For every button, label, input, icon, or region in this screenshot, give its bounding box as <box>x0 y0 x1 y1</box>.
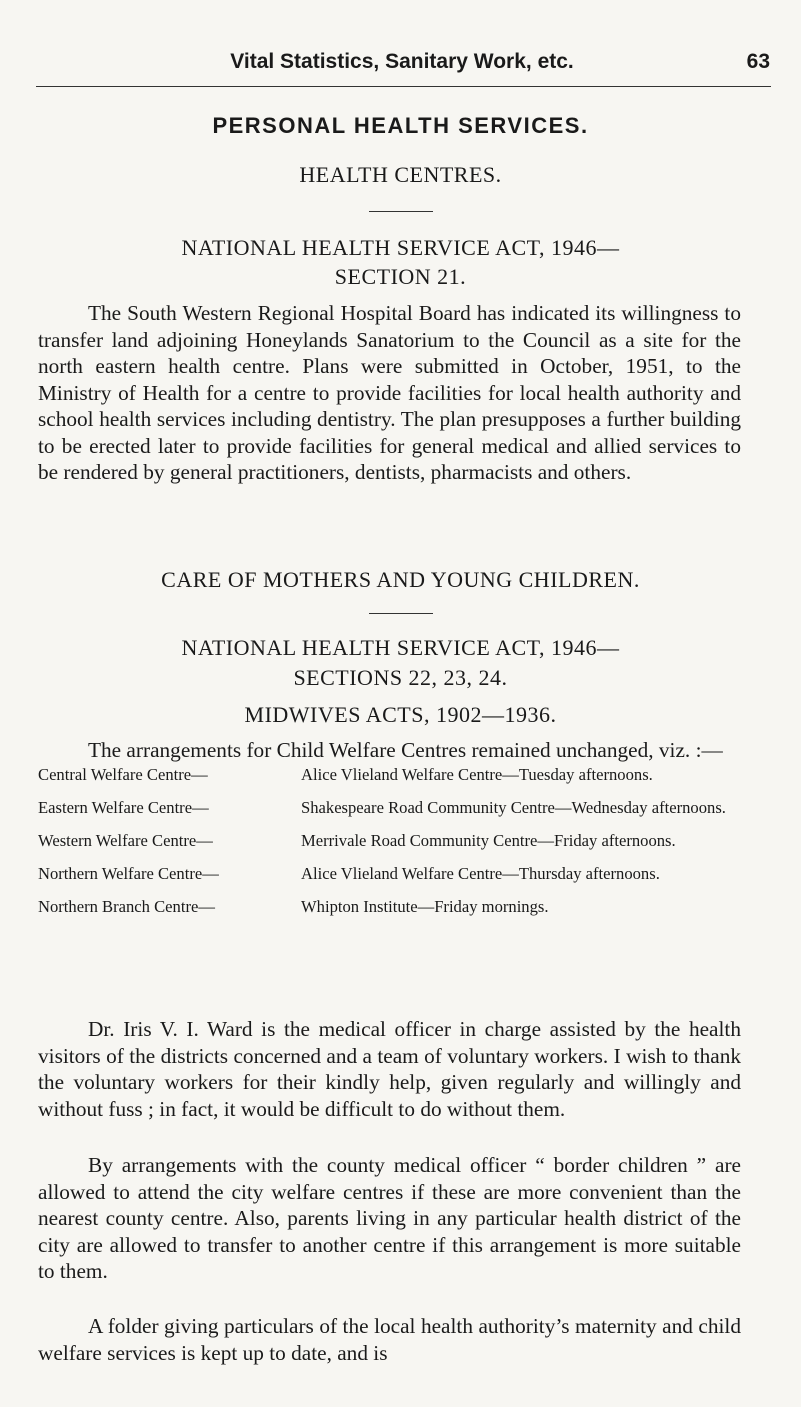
list-item <box>38 831 743 851</box>
list-item <box>38 864 743 884</box>
act-title-line: NATIONAL HEALTH SERVICE ACT, 1946— <box>181 235 620 260</box>
divider-rule <box>369 613 433 614</box>
act-sections-line: SECTIONS 22, 23, 24. <box>293 665 508 690</box>
centre-name: Western Welfare Centre— <box>38 831 213 850</box>
act-title-line: NATIONAL HEALTH SERVICE ACT, 1946— <box>181 635 620 660</box>
welfare-centres-list <box>38 765 743 930</box>
running-head-title: Vital Statistics, Sanitary Work, etc. <box>230 50 574 73</box>
folder-paragraph <box>38 1313 741 1366</box>
running-head <box>32 50 772 90</box>
paragraph-text: The arrangements for Child Welfare Centres remained unchanged, viz. :— <box>88 738 723 762</box>
list-item <box>38 765 743 785</box>
page-number: 63 <box>746 50 770 73</box>
centre-name: Northern Branch Centre— <box>38 897 215 916</box>
list-item <box>38 897 743 917</box>
paragraph-text: A folder giving particulars of the local health authority’s maternity and child welfare services is kept up to date, and is <box>38 1314 741 1365</box>
health-centres-heading: HEALTH CENTRES. <box>299 162 502 187</box>
paragraph-text: By arrangements with the county medical officer “ border children ” are allowed to attend the city welfare centres if these are more convenient than the nearest county centre. Also, parents living in any particular health district of the city are allowed to transfer to another centre if this arrangement is more suitable to them. <box>38 1153 741 1283</box>
act-section-line: SECTION 21. <box>334 264 467 289</box>
centre-detail: Shakespeare Road Community Centre—Wednesday afternoons. <box>301 798 726 817</box>
centre-detail: Merrivale Road Community Centre—Friday afternoons. <box>301 831 676 850</box>
midwives-acts-line: MIDWIVES ACTS, 1902—1936. <box>244 702 557 727</box>
health-centres-paragraph <box>38 300 741 486</box>
intro-paragraph <box>38 737 741 764</box>
header-rule <box>36 86 771 87</box>
centre-detail: Alice Vlieland Welfare Centre—Tuesday afternoons. <box>301 765 653 784</box>
paragraph-text: Dr. Iris V. I. Ward is the medical officer in charge assisted by the health visitors of the districts concerned and a team of voluntary workers. I wish to thank the voluntary workers for their kindly help, given regularly and willingly and without fuss ; in fact, it would be difficult to do without them. <box>38 1017 741 1121</box>
divider-rule <box>369 211 433 212</box>
mothers-children-heading: CARE OF MOTHERS AND YOUNG CHILDREN. <box>161 567 640 592</box>
centre-name: Eastern Welfare Centre— <box>38 798 209 817</box>
section-title: PERSONAL HEALTH SERVICES. <box>212 113 589 138</box>
centre-detail: Alice Vlieland Welfare Centre—Thursday afternoons. <box>301 864 660 883</box>
list-item <box>38 798 743 818</box>
centre-name: Central Welfare Centre— <box>38 765 208 784</box>
centre-detail: Whipton Institute—Friday mornings. <box>301 897 549 916</box>
centre-name: Northern Welfare Centre— <box>38 864 219 883</box>
paragraph-text: The South Western Regional Hospital Board has indicated its willingness to transfer land adjoining Honeylands Sanatorium to the Council as a site for the north eastern health centre. Plans were submitted in October, 1951, to the Ministry of Health for a centre to provide facilities for local health authority and school health services including dentistry. The plan presupposes a further building to be erected later to provide facilities for general medical and allied services to be rendered by general practitioners, dentists, pharmacists and others. <box>38 301 741 484</box>
border-children-paragraph <box>38 1152 741 1285</box>
medical-officer-paragraph <box>38 1016 741 1122</box>
